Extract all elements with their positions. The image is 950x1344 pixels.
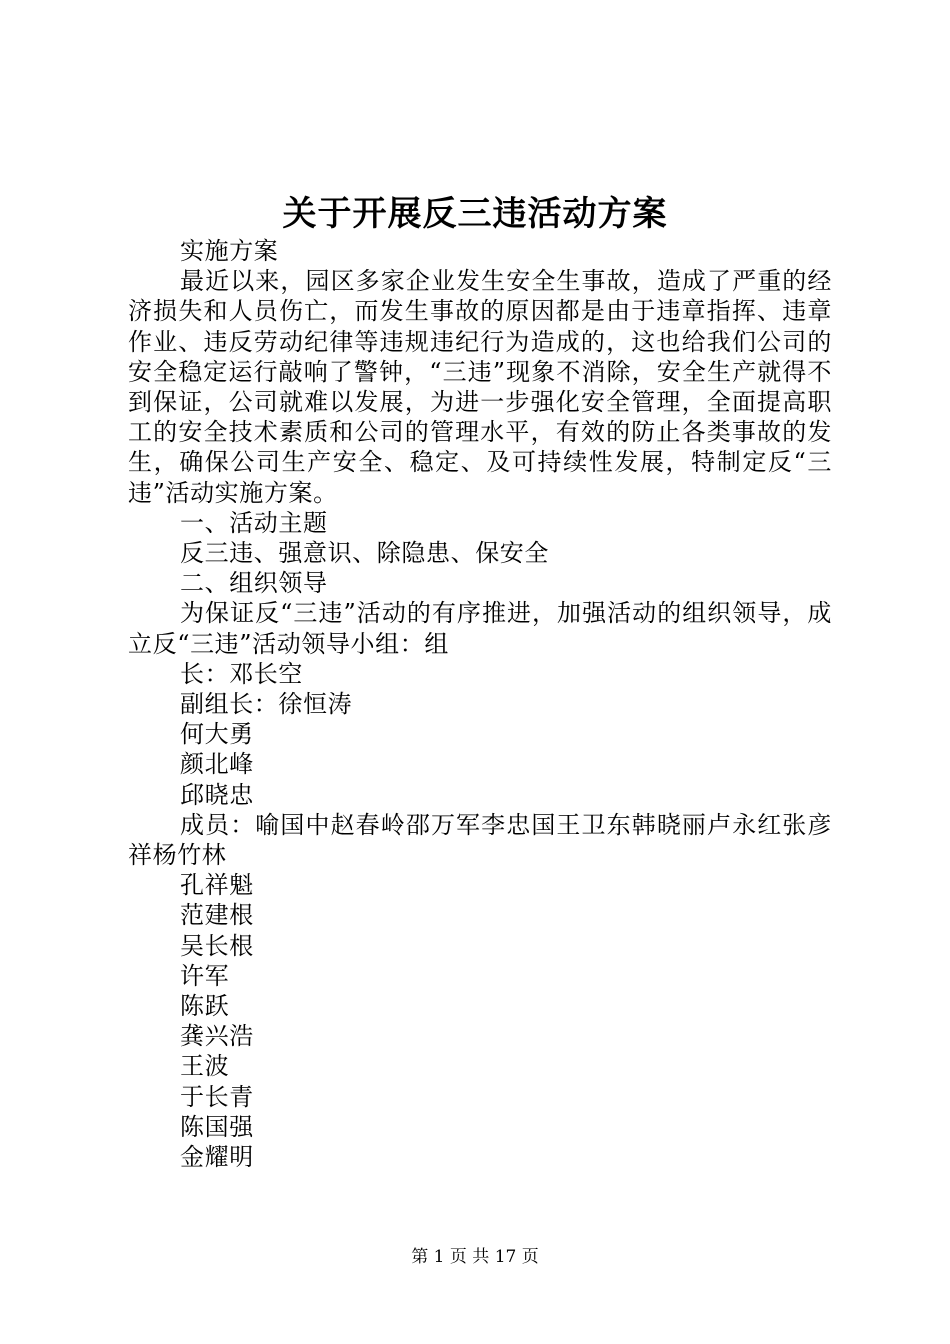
page-footer: 第 1 页 共 17 页 (411, 1247, 539, 1267)
member-name: 许军 (180, 961, 230, 990)
member-name: 陈国强 (180, 1112, 254, 1141)
member-name: 孔祥魁 (180, 871, 254, 900)
member-name: 邱晓忠 (180, 780, 254, 809)
document-title: 关于开展反三违活动方案 (282, 194, 668, 234)
section-heading: 二、组织领导 (180, 569, 328, 598)
paragraph: 实施方案 (180, 237, 279, 265)
paragraph: 成员：喻国中赵春岭邵万军李忠国王卫东韩晓丽卢永红张彦祥杨竹林 (128, 810, 832, 870)
member-name: 何大勇 (180, 720, 254, 749)
paragraph: 副组长：徐恒涛 (180, 690, 353, 719)
member-name: 于长青 (180, 1082, 254, 1111)
member-name: 金耀明 (180, 1143, 254, 1172)
section-heading: 一、活动主题 (180, 508, 328, 537)
paragraph: 反三违、强意识、除隐患、保安全 (180, 539, 549, 568)
paragraph: 为保证反“三违”活动的有序推进，加强活动的组织领导，成立反“三违”活动领导小组：组 (128, 599, 832, 658)
document-body (128, 236, 832, 1172)
paragraph: 长：邓长空 (180, 659, 303, 688)
member-name: 陈跃 (180, 992, 230, 1021)
member-name: 吴长根 (180, 931, 254, 960)
member-name: 龚兴浩 (180, 1022, 254, 1051)
paragraph: 最近以来，园区多家企业发生安全生事故，造成了严重的经济损失和人员伤亡，而发生事故的原因都是由于违章指挥、违章作业、违反劳动纪律等违规违纪行为造成的，这也给我们公司的安全稳定运行敲响了警钟，“三违”现象不消除，安全生产就得不到保证，公司就难以发展，为进一步强化安全管理，全面提高职工的安全技术素质和公司的管理水平，有效的防止各类事故的发生，确保公司生产安全、稳定、及可持续性发展，特制定反“三违”活动实施方案。 (128, 267, 832, 507)
member-name: 范建根 (180, 901, 254, 930)
member-name: 颜北峰 (180, 750, 254, 779)
member-name: 王波 (180, 1052, 230, 1081)
